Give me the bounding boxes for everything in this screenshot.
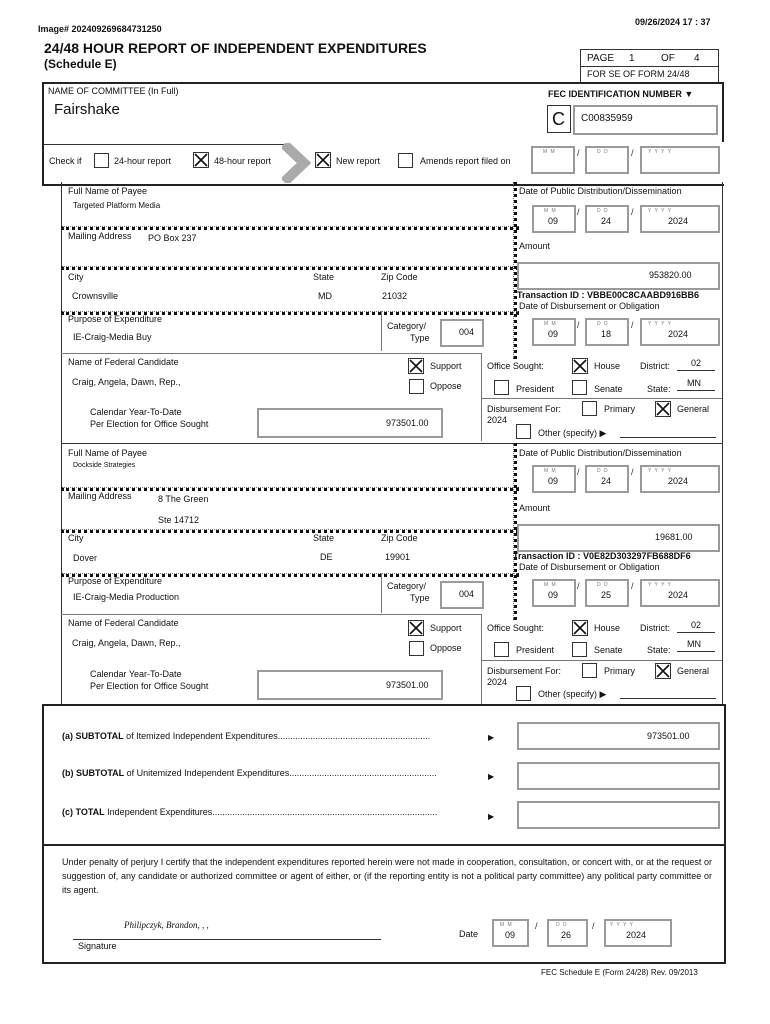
senate1-label: Senate bbox=[594, 384, 623, 394]
ytd1-label1: Calendar Year-To-Date bbox=[90, 407, 182, 417]
state2-value: DE bbox=[320, 552, 333, 562]
disb1-mm-box: M M 09 bbox=[532, 318, 576, 346]
state1-label: State bbox=[313, 272, 335, 282]
amount1-label: Amount bbox=[519, 241, 551, 251]
disb2-mm-box: M M 09 bbox=[532, 579, 576, 607]
ytd1-box: 973501.00 bbox=[257, 408, 443, 438]
purpose1-label: Purpose of Expenditure bbox=[68, 314, 163, 324]
amend-dd-box[interactable]: D D bbox=[585, 146, 629, 174]
president1-checkbox[interactable] bbox=[494, 380, 509, 395]
pub2-yyyy-box: Y Y Y Y 2024 bbox=[640, 465, 720, 493]
general2-checkbox[interactable] bbox=[655, 663, 672, 680]
oppose2-label: Oppose bbox=[430, 643, 462, 653]
subtotal-b-box bbox=[517, 762, 720, 790]
page-label: PAGE bbox=[587, 53, 615, 64]
transaction2-id: Transaction ID : V0E82D303297FB688DF6 bbox=[513, 551, 691, 561]
committee-name-label: NAME OF COMMITTEE (In Full) bbox=[48, 86, 179, 96]
other2-label: Other (specify) ▶ bbox=[538, 689, 607, 699]
purpose2-label: Purpose of Expenditure bbox=[68, 576, 163, 586]
address2-line1: 8 The Green bbox=[158, 494, 209, 504]
candidate1-label: Name of Federal Candidate bbox=[68, 357, 179, 367]
timestamp: 09/26/2024 17 : 37 bbox=[635, 17, 711, 27]
24hr-checkbox[interactable] bbox=[94, 153, 109, 168]
other1-label: Other (specify) ▶ bbox=[538, 428, 607, 438]
cand-state2-value: MN bbox=[687, 639, 701, 649]
ytd1-label2: Per Election for Office Sought bbox=[90, 419, 209, 429]
pub1-yyyy-box: Y Y Y Y 2024 bbox=[640, 205, 720, 233]
general2-label: General bbox=[677, 666, 710, 676]
form-title: 24/48 HOUR REPORT OF INDEPENDENT EXPENDITURES bbox=[44, 40, 427, 56]
signature-label: Signature bbox=[78, 941, 117, 951]
cert-dd-box: D D 26 bbox=[547, 919, 588, 947]
district1-label: District: bbox=[640, 361, 670, 371]
payee1-name: Targeted Platform Media bbox=[73, 201, 161, 210]
fec-prefix-box bbox=[547, 105, 571, 133]
fec-id-label: FEC IDENTIFICATION NUMBER ▼ bbox=[548, 89, 694, 99]
cand-state2-label: State: bbox=[647, 645, 671, 655]
subtotal-a-box: 973501.00 bbox=[517, 722, 720, 750]
subtotal-a-label: (a) SUBTOTAL of Itemized Independent Expenditures............................................................. bbox=[62, 731, 431, 741]
primary2-label: Primary bbox=[604, 666, 635, 676]
city1-label: City bbox=[68, 272, 84, 282]
pub2-mm-box: M M 09 bbox=[532, 465, 576, 493]
other2-checkbox[interactable] bbox=[516, 686, 531, 701]
disb1-yyyy-box: Y Y Y Y 2024 bbox=[640, 318, 720, 346]
arrow-b-icon: ▶ bbox=[488, 772, 495, 781]
pub2-dd-box: D D 24 bbox=[585, 465, 629, 493]
amends-checkbox[interactable] bbox=[398, 153, 413, 168]
state1-value: MD bbox=[318, 291, 332, 301]
48hr-checkbox[interactable] bbox=[193, 152, 210, 169]
president1-label: President bbox=[516, 384, 555, 394]
payee2-label: Full Name of Payee bbox=[68, 448, 148, 458]
oppose1-label: Oppose bbox=[430, 381, 462, 391]
disb-date1-label: Date of Disbursement or Obligation bbox=[519, 301, 660, 311]
district1-value: 02 bbox=[691, 358, 702, 368]
pub-date2-label: Date of Public Distribution/Dissemination bbox=[519, 448, 682, 458]
amend-yyyy-box[interactable]: Y Y Y Y bbox=[640, 146, 720, 174]
primary1-checkbox[interactable] bbox=[582, 401, 597, 416]
amount1-box: 953820.00 bbox=[517, 262, 720, 290]
page-box bbox=[580, 49, 719, 83]
house1-checkbox[interactable] bbox=[572, 358, 589, 375]
fec-id-value: C00835959 bbox=[581, 113, 633, 124]
address2-label: Mailing Address bbox=[68, 491, 132, 501]
disb-date2-label: Date of Disbursement or Obligation bbox=[519, 562, 660, 572]
president2-label: President bbox=[516, 645, 555, 655]
president2-checkbox[interactable] bbox=[494, 642, 509, 657]
senate2-checkbox[interactable] bbox=[572, 642, 587, 657]
type2-label: Type bbox=[410, 593, 430, 603]
payee2-name: Dockside Strategies bbox=[73, 462, 136, 469]
zip1-label: Zip Code bbox=[381, 272, 418, 282]
oppose1-checkbox[interactable] bbox=[409, 379, 424, 394]
committee-name: Fairshake bbox=[54, 101, 120, 118]
support1-label: Support bbox=[430, 361, 462, 371]
pub1-dd-box: D D 24 bbox=[585, 205, 629, 233]
primary2-checkbox[interactable] bbox=[582, 663, 597, 678]
48hr-label: 48-hour report bbox=[214, 156, 272, 166]
support2-checkbox[interactable] bbox=[408, 620, 425, 637]
election2-year: 2024 bbox=[487, 677, 508, 687]
amend-mm-box[interactable]: M M bbox=[531, 146, 575, 174]
cert-yyyy-box: Y Y Y Y 2024 bbox=[604, 919, 672, 947]
total-c-label: (c) TOTAL Independent Expenditures.......................................................................................... bbox=[62, 807, 438, 817]
pub1-mm-box: M M 09 bbox=[532, 205, 576, 233]
address1-line1: PO Box 237 bbox=[148, 233, 197, 243]
transaction1-id: Transaction ID : VBBE00C8CAABD916BB6 bbox=[517, 290, 700, 300]
form-subtitle: (Schedule E) bbox=[44, 57, 117, 71]
primary1-label: Primary bbox=[604, 404, 635, 414]
state2-label: State bbox=[313, 533, 335, 543]
candidate2-label: Name of Federal Candidate bbox=[68, 618, 179, 628]
candidate1-name: Craig, Angela, Dawn, Rep., bbox=[72, 377, 181, 387]
category1-box: 004 bbox=[440, 319, 484, 347]
house2-label: House bbox=[594, 623, 621, 633]
disb1-dd-box: D D 18 bbox=[585, 318, 629, 346]
total-c-box bbox=[517, 801, 720, 829]
city2-value: Dover bbox=[73, 553, 98, 563]
city1-value: Crownsville bbox=[72, 291, 119, 301]
category1-label: Category/ bbox=[387, 321, 427, 331]
arrow-c-icon: ▶ bbox=[488, 812, 495, 821]
ytd2-label1: Calendar Year-To-Date bbox=[90, 669, 182, 679]
ytd2-box: 973501.00 bbox=[257, 670, 443, 700]
office1-label: Office Sought: bbox=[487, 361, 544, 371]
zip2-label: Zip Code bbox=[381, 533, 418, 543]
district2-label: District: bbox=[640, 623, 670, 633]
ytd2-label2: Per Election for Office Sought bbox=[90, 681, 209, 691]
page-num: 1 bbox=[629, 53, 635, 64]
type1-label: Type bbox=[410, 333, 430, 343]
office2-label: Office Sought: bbox=[487, 623, 544, 633]
arrow-a-icon: ▶ bbox=[488, 733, 495, 742]
cand-state1-label: State: bbox=[647, 384, 671, 394]
subtotal-b-label: (b) SUBTOTAL of Unitemized Independent Expenditures........................................................... bbox=[62, 768, 437, 778]
general1-label: General bbox=[677, 404, 710, 414]
zip2-value: 19901 bbox=[385, 552, 411, 562]
other1-checkbox[interactable] bbox=[516, 424, 531, 439]
certification-text: Under penalty of perjury I certify that the independent expenditures reported herein were not made in cooperation, consultation, or concert with, or at the request or suggestion of, any candidate or authorized committee or agent of either, or (if the reporting entity is not a political party committee) any political party committee or its agent. bbox=[62, 857, 712, 895]
oppose2-checkbox[interactable] bbox=[409, 641, 424, 656]
amount2-label: Amount bbox=[519, 503, 551, 513]
candidate2-name: Craig, Angela, Dawn, Rep., bbox=[72, 638, 181, 648]
purpose2-value: IE-Craig-Media Production bbox=[73, 592, 180, 602]
page-total: 4 bbox=[694, 53, 700, 64]
pub-date1-label: Date of Public Distribution/Dissemination bbox=[519, 186, 682, 196]
24hr-label: 24-hour report bbox=[114, 156, 172, 166]
election1-year: 2024 bbox=[487, 415, 508, 425]
city2-label: City bbox=[68, 533, 84, 543]
fec-prefix: C bbox=[552, 109, 565, 129]
amends-label: Amends report filed on bbox=[420, 156, 511, 166]
amount2-box: 19681.00 bbox=[517, 524, 720, 552]
form-label: FOR SE OF FORM 24/48 bbox=[587, 69, 690, 79]
senate1-checkbox[interactable] bbox=[572, 380, 587, 395]
address2-line2: Ste 14712 bbox=[158, 515, 200, 525]
house2-checkbox[interactable] bbox=[572, 620, 589, 637]
category2-label: Category/ bbox=[387, 581, 427, 591]
new-report-checkbox[interactable] bbox=[315, 152, 332, 169]
disb2-dd-box: D D 25 bbox=[585, 579, 629, 607]
disb1-label: Disbursement For: bbox=[487, 404, 562, 414]
address1-label: Mailing Address bbox=[68, 231, 132, 241]
cand-state1-value: MN bbox=[687, 378, 701, 388]
disb2-yyyy-box: Y Y Y Y 2024 bbox=[640, 579, 720, 607]
house1-label: House bbox=[594, 361, 621, 371]
new-report-label: New report bbox=[336, 156, 381, 166]
support2-label: Support bbox=[430, 623, 462, 633]
general1-checkbox[interactable] bbox=[655, 401, 672, 418]
cert-date-label: Date bbox=[459, 929, 479, 939]
of-label: OF bbox=[661, 53, 675, 64]
image-id: Image# 202409269684731250 bbox=[38, 24, 162, 34]
district2-value: 02 bbox=[691, 620, 702, 630]
senate2-label: Senate bbox=[594, 645, 623, 655]
signer-name: Philipczyk, Brandon, , , bbox=[124, 920, 209, 930]
payee1-label: Full Name of Payee bbox=[68, 186, 148, 196]
support1-checkbox[interactable] bbox=[408, 358, 425, 375]
form-footer: FEC Schedule E (Form 24/28) Rev. 09/2013 bbox=[541, 968, 698, 977]
fec-id-box bbox=[573, 105, 718, 135]
check-if-label: Check if bbox=[49, 156, 82, 166]
zip1-value: 21032 bbox=[382, 291, 408, 301]
cert-mm-box: M M 09 bbox=[492, 919, 529, 947]
disb2-label: Disbursement For: bbox=[487, 666, 562, 676]
category2-box: 004 bbox=[440, 581, 484, 609]
purpose1-value: IE-Craig-Media Buy bbox=[73, 332, 152, 342]
